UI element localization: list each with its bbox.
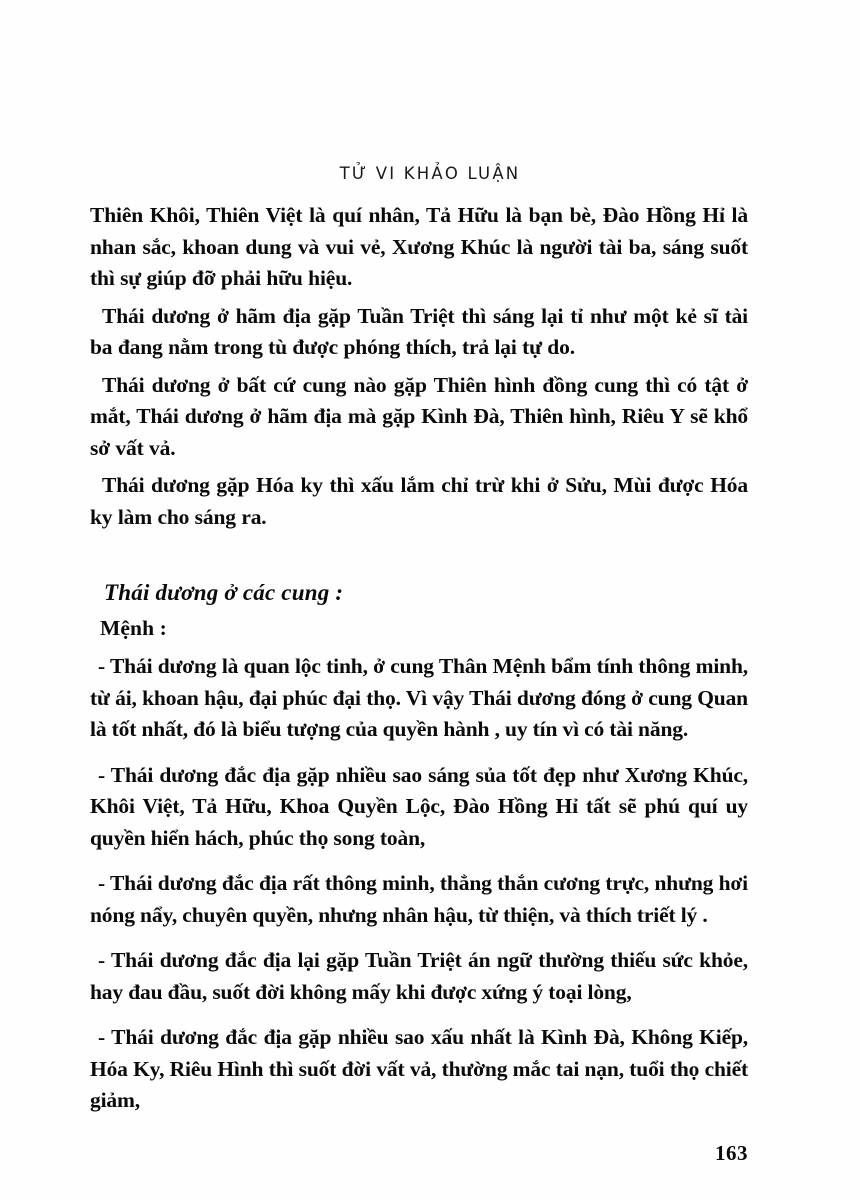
running-head: TỬ VI KHẢO LUẬN [339,164,521,183]
section-heading: Thái dương ở các cung : [104,580,344,605]
list-item: - Thái dương đắc địa gặp nhiều sao xấu nhất là Kình Đà, Không Kiếp, Hóa Ky, Riêu Hình thì suốt đời vất vả, thường mắc tai nạn, tuổi thọ chiết giảm, [90,1025,748,1112]
paragraph: Thái dương ở bất cứ cung nào gặp Thiên hình đồng cung thì có tật ở mắt, Thái dương ở hãm địa mà gặp Kình Đà, Thiên hình, Riêu Y sẽ khổ sở vất vả. [90,372,748,460]
page-number: 163 [715,1141,748,1165]
paragraph: Thái dương ở hãm địa gặp Tuần Triệt thì sáng lại tỉ như một kẻ sĩ tài ba đang nằm trong tù được phóng thích, trả lại tự do. [90,303,748,359]
list-item: - Thái dương là quan lộc tinh, ở cung Thân Mệnh bẩm tính thông minh, từ ái, khoan hậu, đại phúc đại thọ. Vì vậy Thái dương đóng ở cung Quan là tốt nhất, đó là biểu tượng của quyền hành , uy tín vì có tài năng. [90,654,748,741]
sub-heading: Mệnh : [100,616,167,640]
paragraph: Thiên Khôi, Thiên Việt là quí nhân, Tả Hữu là bạn bè, Đào Hồng Hỉ là nhan sắc, khoan dung và vui vẻ, Xương Khúc là người tài ba, sáng suốt thì sự giúp đỡ phải hữu hiệu. [90,203,748,290]
list-item: - Thái dương đắc địa lại gặp Tuần Triệt án ngữ thường thiếu sức khỏe, hay đau đầu, suốt đời không mấy khi được xứng ý toại lòng, [90,948,748,1004]
paragraph: Thái dương gặp Hóa ky thì xấu lắm chỉ trừ khi ở Sửu, Mùi được Hóa ky làm cho sáng ra. [90,473,748,529]
list-item: - Thái dương đắc địa gặp nhiều sao sáng sủa tốt đẹp như Xương Khúc, Khôi Việt, Tả Hữu, Khoa Quyền Lộc, Đào Hồng Hỉ tất sẽ phú quí uy quyền hiển hách, phúc thọ song toàn, [90,762,748,850]
text-column [90,200,748,1117]
list-item: - Thái dương đắc địa rất thông minh, thẳng thắn cương trực, nhưng hơi nóng nẩy, chuyên quyền, nhưng nhân hậu, từ thiện, và thích triết lý . [90,871,748,927]
